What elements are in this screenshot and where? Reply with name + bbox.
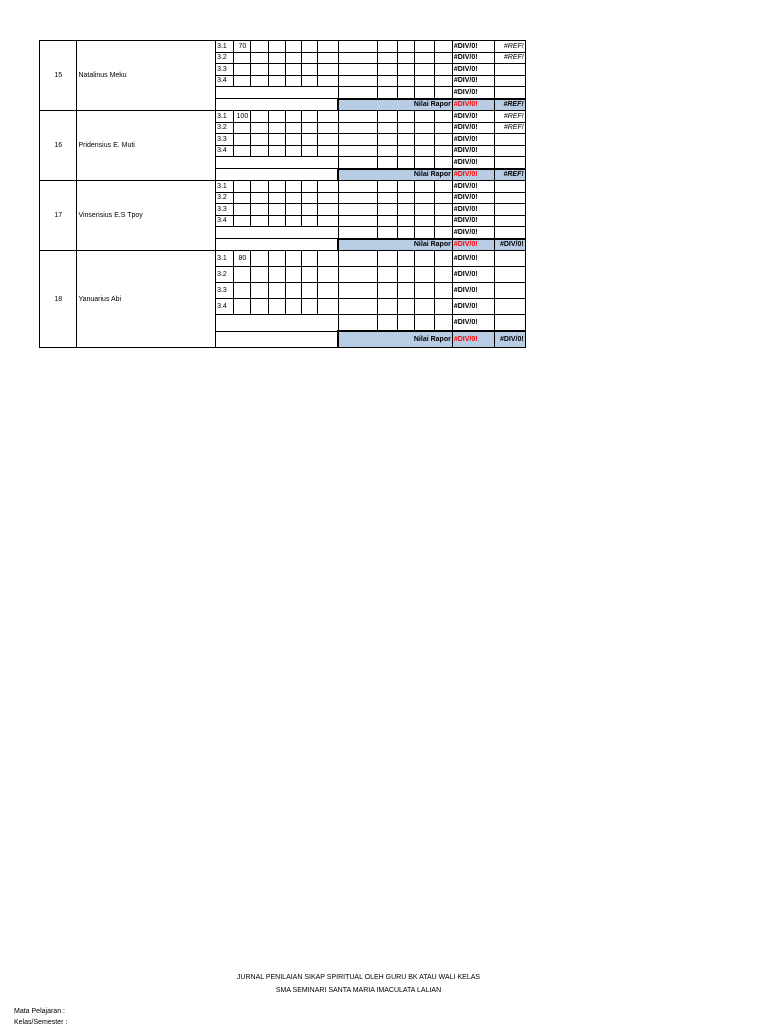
empty-score-cell[interactable] [251,111,268,123]
result-cell[interactable] [495,64,525,76]
empty-score-cell[interactable] [398,251,415,267]
empty-score-cell[interactable] [251,75,268,87]
student-name[interactable]: Pridensius E. Muti [77,111,216,181]
student-name[interactable]: Yanuarius Abi [77,251,216,348]
empty-score-cell[interactable] [415,52,434,64]
report-grade-value[interactable]: #DIV/0! [452,331,495,348]
empty-score-cell[interactable] [251,41,268,53]
average-cell[interactable]: #DIV/0! [452,299,495,315]
grade-sheet [39,40,627,348]
empty-score-cell[interactable] [251,52,268,64]
empty-score-cell[interactable] [377,52,397,64]
empty-score-cell[interactable] [434,75,452,87]
empty-score-cell[interactable] [318,204,338,216]
average-cell[interactable]: #DIV/0! [452,267,495,283]
average-cell[interactable]: #DIV/0! [452,227,495,239]
empty-score-cell[interactable] [377,299,397,315]
empty-score-cell[interactable] [318,64,338,76]
empty-score-cell[interactable] [318,251,338,267]
empty-score-cell[interactable] [338,215,377,227]
blank-cell[interactable] [216,87,338,99]
empty-score-cell[interactable] [268,145,285,157]
result-cell[interactable] [495,251,525,267]
empty-score-cell[interactable] [415,192,434,204]
empty-score-cell[interactable] [338,52,377,64]
empty-score-cell[interactable] [251,145,268,157]
empty-score-cell[interactable] [377,157,397,169]
empty-score-cell[interactable] [377,64,397,76]
empty-score-cell[interactable] [398,134,415,146]
empty-score-cell[interactable] [251,267,268,283]
competency-code[interactable]: 3.2 [216,52,234,64]
score-cell[interactable]: 70 [234,41,251,53]
empty-score-cell[interactable] [398,283,415,299]
empty-score-cell[interactable] [338,192,377,204]
result-cell[interactable] [495,87,525,99]
empty-score-cell[interactable] [285,192,301,204]
competency-code[interactable]: 3.2 [216,192,234,204]
empty-score-cell[interactable] [434,52,452,64]
empty-score-cell[interactable] [398,267,415,283]
report-final-value[interactable]: #REF! [495,99,525,111]
empty-score-cell[interactable] [251,134,268,146]
school-name: SMA SEMINARI SANTA MARIA IMACULATA LALIAN [275,987,442,994]
average-cell[interactable]: #DIV/0! [452,52,495,64]
competency-code[interactable]: 3.3 [216,134,234,146]
blank-cell [216,239,338,251]
result-cell[interactable] [495,299,525,315]
average-cell[interactable]: #DIV/0! [452,111,495,123]
empty-score-cell[interactable] [338,227,377,239]
empty-score-cell[interactable] [302,215,318,227]
result-cell[interactable]: #REF! [495,52,525,64]
report-grade-value[interactable]: #DIV/0! [452,99,495,111]
competency-code[interactable]: 3.4 [216,299,234,315]
empty-score-cell[interactable] [302,283,318,299]
score-cell[interactable] [234,122,251,134]
result-cell[interactable] [495,192,525,204]
result-cell[interactable]: #REF! [495,41,525,53]
empty-score-cell[interactable] [398,111,415,123]
competency-code[interactable]: 3.3 [216,283,234,299]
empty-score-cell[interactable] [285,251,301,267]
empty-score-cell[interactable] [251,192,268,204]
empty-score-cell[interactable] [251,122,268,134]
table-row [40,111,627,123]
empty-score-cell[interactable] [285,145,301,157]
empty-score-cell[interactable] [338,122,377,134]
empty-score-cell[interactable] [434,157,452,169]
empty-score-cell[interactable] [398,181,415,193]
empty-score-cell[interactable] [285,111,301,123]
empty-score-cell[interactable] [398,145,415,157]
empty-score-cell[interactable] [434,87,452,99]
score-cell[interactable] [234,192,251,204]
empty-score-cell[interactable] [415,145,434,157]
empty-score-cell[interactable] [338,204,377,216]
average-cell[interactable]: #DIV/0! [452,192,495,204]
empty-score-cell[interactable] [251,299,268,315]
empty-score-cell[interactable] [251,181,268,193]
empty-score-cell[interactable] [377,41,397,53]
empty-score-cell[interactable] [377,192,397,204]
average-cell[interactable]: #DIV/0! [452,122,495,134]
empty-score-cell[interactable] [302,251,318,267]
empty-score-cell[interactable] [434,204,452,216]
empty-score-cell[interactable] [377,87,397,99]
blank-cell [216,99,338,111]
empty-score-cell[interactable] [338,75,377,87]
empty-score-cell[interactable] [302,111,318,123]
empty-score-cell[interactable] [285,299,301,315]
result-cell[interactable] [495,204,525,216]
empty-score-cell[interactable] [302,267,318,283]
empty-score-cell[interactable] [268,215,285,227]
competency-code[interactable]: 3.1 [216,41,234,53]
empty-score-cell[interactable] [434,227,452,239]
competency-code[interactable]: 3.4 [216,215,234,227]
class-semester-label: Kelas/Semester : [14,1019,68,1026]
empty-score-cell[interactable] [398,227,415,239]
empty-score-cell[interactable] [434,41,452,53]
empty-score-cell[interactable] [268,52,285,64]
empty-score-cell[interactable] [268,251,285,267]
empty-score-cell[interactable] [268,111,285,123]
empty-score-cell[interactable] [318,41,338,53]
empty-score-cell[interactable] [302,204,318,216]
report-grade-value[interactable]: #DIV/0! [452,239,495,251]
empty-score-cell[interactable] [268,204,285,216]
empty-score-cell[interactable] [398,87,415,99]
report-grade-label: Nilai Rapor [338,169,452,181]
table-row [40,41,627,53]
empty-score-cell[interactable] [415,111,434,123]
average-cell[interactable]: #DIV/0! [452,41,495,53]
average-cell[interactable]: #DIV/0! [452,215,495,227]
average-cell[interactable]: #DIV/0! [452,64,495,76]
empty-score-cell[interactable] [434,181,452,193]
empty-score-cell[interactable] [251,204,268,216]
empty-score-cell[interactable] [398,215,415,227]
empty-score-cell[interactable] [338,111,377,123]
result-cell[interactable] [495,145,525,157]
empty-score-cell[interactable] [398,157,415,169]
empty-score-cell[interactable] [268,267,285,283]
result-cell[interactable] [495,215,525,227]
empty-score-cell[interactable] [434,267,452,283]
empty-score-cell[interactable] [377,283,397,299]
report-grade-label: Nilai Rapor [338,331,452,348]
competency-code[interactable]: 3.3 [216,204,234,216]
score-cell[interactable] [234,75,251,87]
empty-score-cell[interactable] [268,283,285,299]
empty-score-cell[interactable] [398,204,415,216]
empty-score-cell[interactable] [398,75,415,87]
empty-score-cell[interactable] [302,52,318,64]
empty-score-cell[interactable] [302,41,318,53]
empty-score-cell[interactable] [398,122,415,134]
competency-code[interactable]: 3.4 [216,75,234,87]
empty-score-cell[interactable] [318,192,338,204]
empty-score-cell[interactable] [415,251,434,267]
empty-score-cell[interactable] [377,122,397,134]
empty-score-cell[interactable] [415,157,434,169]
empty-score-cell[interactable] [415,64,434,76]
report-final-value[interactable]: #REF! [495,169,525,181]
empty-score-cell[interactable] [415,204,434,216]
result-cell[interactable] [495,75,525,87]
empty-score-cell[interactable] [338,157,377,169]
average-cell[interactable]: #DIV/0! [452,157,495,169]
empty-score-cell[interactable] [398,41,415,53]
empty-score-cell[interactable] [338,181,377,193]
empty-score-cell[interactable] [302,145,318,157]
empty-score-cell[interactable] [268,134,285,146]
empty-score-cell[interactable] [338,299,377,315]
score-cell[interactable] [234,145,251,157]
result-cell[interactable] [495,315,525,332]
student-number: 16 [40,111,77,181]
empty-score-cell[interactable] [285,75,301,87]
empty-score-cell[interactable] [285,267,301,283]
empty-score-cell[interactable] [415,41,434,53]
empty-score-cell[interactable] [434,192,452,204]
score-cell[interactable] [234,215,251,227]
average-cell[interactable]: #DIV/0! [452,87,495,99]
report-grade-label: Nilai Rapor [338,239,452,251]
empty-score-cell[interactable] [268,41,285,53]
empty-score-cell[interactable] [318,267,338,283]
competency-code[interactable]: 3.1 [216,181,234,193]
empty-score-cell[interactable] [338,315,377,332]
competency-code[interactable]: 3.1 [216,251,234,267]
empty-score-cell[interactable] [377,134,397,146]
student-number: 17 [40,181,77,251]
score-cell[interactable]: 80 [234,251,251,267]
empty-score-cell[interactable] [398,52,415,64]
result-cell[interactable] [495,227,525,239]
competency-code[interactable]: 3.4 [216,145,234,157]
average-cell[interactable]: #DIV/0! [452,283,495,299]
empty-score-cell[interactable] [338,251,377,267]
score-cell[interactable] [234,204,251,216]
empty-score-cell[interactable] [268,64,285,76]
report-final-value[interactable]: #DIV/0! [495,239,525,251]
empty-score-cell[interactable] [302,192,318,204]
empty-score-cell[interactable] [285,52,301,64]
average-cell[interactable]: #DIV/0! [452,145,495,157]
blank-cell [216,169,338,181]
empty-score-cell[interactable] [377,315,397,332]
empty-score-cell[interactable] [415,227,434,239]
empty-score-cell[interactable] [415,299,434,315]
empty-score-cell[interactable] [302,122,318,134]
empty-score-cell[interactable] [434,64,452,76]
empty-score-cell[interactable] [377,181,397,193]
score-cell[interactable] [234,267,251,283]
empty-score-cell[interactable] [377,111,397,123]
empty-score-cell[interactable] [398,64,415,76]
empty-score-cell[interactable] [377,251,397,267]
empty-score-cell[interactable] [434,134,452,146]
empty-score-cell[interactable] [434,251,452,267]
empty-score-cell[interactable] [285,204,301,216]
blank-cell[interactable] [216,157,338,169]
empty-score-cell[interactable] [377,215,397,227]
empty-score-cell[interactable] [434,299,452,315]
empty-score-cell[interactable] [415,75,434,87]
average-cell[interactable]: #DIV/0! [452,134,495,146]
empty-score-cell[interactable] [434,111,452,123]
empty-score-cell[interactable] [338,134,377,146]
student-name[interactable]: Natalinus Meku [77,41,216,111]
empty-score-cell[interactable] [338,41,377,53]
empty-score-cell[interactable] [268,122,285,134]
blank-cell[interactable] [216,227,338,239]
table-row [40,181,627,193]
empty-score-cell[interactable] [377,227,397,239]
blank-cell [216,331,338,348]
student-name[interactable]: Vinsensius E.S Tpoy [77,181,216,251]
competency-code[interactable]: 3.3 [216,64,234,76]
empty-score-cell[interactable] [268,192,285,204]
table-row [40,251,627,267]
empty-score-cell[interactable] [318,111,338,123]
blank-cell[interactable] [216,315,338,332]
score-cell[interactable] [234,64,251,76]
result-cell[interactable] [495,157,525,169]
empty-score-cell[interactable] [415,134,434,146]
empty-score-cell[interactable] [302,299,318,315]
average-cell[interactable]: #DIV/0! [452,204,495,216]
empty-score-cell[interactable] [318,299,338,315]
result-cell[interactable] [495,134,525,146]
average-cell[interactable]: #DIV/0! [452,181,495,193]
empty-score-cell[interactable] [285,181,301,193]
empty-score-cell[interactable] [377,267,397,283]
report-final-value[interactable]: #DIV/0! [495,331,525,348]
empty-score-cell[interactable] [302,75,318,87]
grade-table [39,40,627,348]
result-cell[interactable]: #REF! [495,122,525,134]
empty-score-cell[interactable] [318,75,338,87]
empty-score-cell[interactable] [434,145,452,157]
empty-score-cell[interactable] [251,64,268,76]
empty-score-cell[interactable] [415,215,434,227]
empty-score-cell[interactable] [302,134,318,146]
empty-score-cell[interactable] [338,283,377,299]
empty-score-cell[interactable] [398,299,415,315]
empty-score-cell[interactable] [434,283,452,299]
average-cell[interactable]: #DIV/0! [452,75,495,87]
empty-score-cell[interactable] [268,299,285,315]
empty-score-cell[interactable] [415,122,434,134]
average-cell[interactable]: #DIV/0! [452,315,495,332]
subject-label: Mata Pelajaran : [14,1008,65,1015]
empty-score-cell[interactable] [285,64,301,76]
empty-score-cell[interactable] [415,87,434,99]
report-grade-value[interactable]: #DIV/0! [452,169,495,181]
student-number: 15 [40,41,77,111]
empty-score-cell[interactable] [285,122,301,134]
empty-score-cell[interactable] [338,87,377,99]
empty-score-cell[interactable] [415,267,434,283]
empty-score-cell[interactable] [434,215,452,227]
empty-score-cell[interactable] [434,315,452,332]
empty-score-cell[interactable] [377,204,397,216]
empty-score-cell[interactable] [415,181,434,193]
empty-score-cell[interactable] [268,181,285,193]
empty-score-cell[interactable] [318,134,338,146]
empty-score-cell[interactable] [268,75,285,87]
empty-score-cell[interactable] [318,52,338,64]
empty-score-cell[interactable] [377,75,397,87]
empty-score-cell[interactable] [318,215,338,227]
empty-score-cell[interactable] [338,267,377,283]
competency-code[interactable]: 3.1 [216,111,234,123]
result-cell[interactable] [495,267,525,283]
empty-score-cell[interactable] [338,145,377,157]
score-cell[interactable] [234,181,251,193]
empty-score-cell[interactable] [285,134,301,146]
empty-score-cell[interactable] [318,181,338,193]
competency-code[interactable]: 3.2 [216,122,234,134]
score-cell[interactable] [234,134,251,146]
empty-score-cell[interactable] [285,283,301,299]
average-cell[interactable]: #DIV/0! [452,251,495,267]
result-cell[interactable] [495,181,525,193]
empty-score-cell[interactable] [318,122,338,134]
empty-score-cell[interactable] [415,283,434,299]
student-number: 18 [40,251,77,348]
empty-score-cell[interactable] [285,41,301,53]
empty-score-cell[interactable] [318,283,338,299]
empty-score-cell[interactable] [302,181,318,193]
empty-score-cell[interactable] [318,145,338,157]
report-grade-label: Nilai Rapor [338,99,452,111]
empty-score-cell[interactable] [251,215,268,227]
empty-score-cell[interactable] [434,122,452,134]
score-cell[interactable] [234,299,251,315]
competency-code[interactable]: 3.2 [216,267,234,283]
empty-score-cell[interactable] [285,215,301,227]
empty-score-cell[interactable] [251,251,268,267]
result-cell[interactable]: #REF! [495,111,525,123]
empty-score-cell[interactable] [302,64,318,76]
empty-score-cell[interactable] [377,145,397,157]
empty-score-cell[interactable] [251,283,268,299]
empty-score-cell[interactable] [415,315,434,332]
score-cell[interactable]: 100 [234,111,251,123]
empty-score-cell[interactable] [398,315,415,332]
journal-title: JURNAL PENILAIAN SIKAP SPIRITUAL OLEH GURU BK ATAU WALI KELAS [236,974,481,981]
score-cell[interactable] [234,52,251,64]
score-cell[interactable] [234,283,251,299]
empty-score-cell[interactable] [338,64,377,76]
empty-score-cell[interactable] [398,192,415,204]
result-cell[interactable] [495,283,525,299]
